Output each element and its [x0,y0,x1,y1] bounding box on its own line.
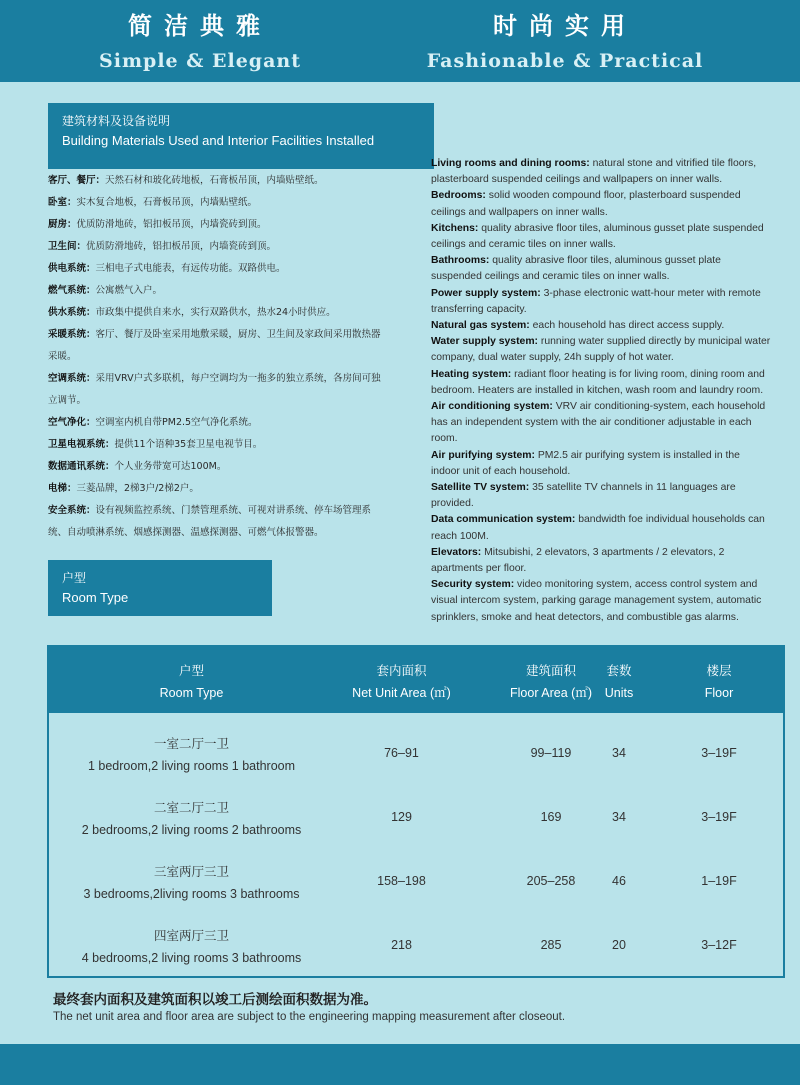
cn-spec-item: 安全系统：设有视频监控系统、门禁管理系统、可视对讲系统、停车场管理系统、自动喷淋系统、烟感探测器、温感探测器、可燃气体报警器。 [48,505,372,538]
table-row [49,853,783,917]
room-type-cell: 二室二厅二卫 2 bedrooms,2 living rooms 2 bathrooms [81,801,302,837]
table-row [49,917,783,981]
net-area-cell: 158–198 [377,874,426,888]
header-right-cn: 时尚实用 [493,11,637,40]
header-left-en: Simple & Elegant [99,50,301,72]
room-type-cell: 四室两厅三卫 4 bedrooms,2 living rooms 3 bathrooms [81,929,302,965]
room-type-table [47,645,785,978]
room-type-heading [48,560,272,616]
en-spec-item: Security system: video monitoring system, access control system and visual intercom system, parking garage management system, automatic sprinklers, smoke and heat detectors, and combustible gas alarms. [431,579,762,623]
floor-cell: 3–19F [701,746,737,760]
units-cell: 34 [612,810,626,824]
materials-heading [48,103,434,169]
cn-spec-item: 供水系统：市政集中提供自来水，实行双路供水，热水24小时供应。 [48,307,336,318]
disclaimer-en: The net unit area and floor area are subject to the engineering mapping measurement after closeout. [53,1011,566,1023]
units-cell: 20 [612,938,626,952]
units-cell: 46 [612,874,626,888]
cn-spec-list [48,170,383,544]
en-spec-item: Data communication system: bandwidth foe individual households can reach 100M. [431,514,765,542]
cn-spec-item: 空气净化：空调室内机自带PM2.5空气净化系统。 [48,417,258,428]
en-spec-item: Kitchens: quality abrasive floor tiles, aluminous gusset plate suspended ceilings and ceramic tiles on inner walls. [431,222,764,251]
header-net-area: 套内面积 Net Unit Area (㎡) [352,664,451,700]
cn-spec-item: 采暖系统：客厅、餐厅及卧室采用地敷采暖，厨房、卫生间及家政间采用散热器采暖。 [48,329,381,362]
net-area-cell: 76–91 [384,746,419,760]
room-type-heading-cn: 户型 [62,571,87,585]
en-spec-item: Water supply system: running water supplied directly by municipal water company, dual water supply, 24h supply of hot water. [431,336,771,364]
en-spec-item: Air purifying system: PM2.5 air purifying system is installed in the indoor unit of each household. [431,449,740,477]
header-right [415,10,715,74]
room-type-cell: 三室两厅三卫 3 bedrooms,2living rooms 3 bathrooms [83,865,300,901]
en-spec-item: Power supply system: 3-phase electronic watt-hour meter with remote transferring capacity. [431,287,761,315]
en-spec-item: Heating system: radiant floor heating is for living room, dining room and bedroom. Heaters are installed in kitchen, wash room and laundry room. [431,368,765,396]
header-banner [0,0,800,82]
table-row [49,789,783,853]
floor-area-cell: 205–258 [526,874,576,888]
cn-spec-item: 数据通讯系统：个人业务带宽可达100M。 [48,461,227,472]
floor-area-cell: 169 [540,810,562,824]
floor-cell: 3–19F [701,810,737,824]
floor-cell: 3–12F [701,938,737,952]
materials-heading-en: Building Materials Used and Interior Facilities Installed [62,133,375,148]
en-spec-item: Air conditioning system: VRV air conditioning-system, each household has an independent system with the air conditioner adjustable in each room. [431,401,766,445]
cn-spec-item: 电梯：三菱品牌，2梯3户/2梯2户。 [48,483,199,494]
floor-area-cell: 285 [540,938,562,952]
cn-spec-item: 卫星电视系统：提供11个语种35套卫星电视节目。 [48,439,263,450]
net-area-cell: 129 [391,810,412,824]
units-cell: 34 [612,746,626,760]
header-left [50,10,350,74]
table-row [49,725,783,789]
materials-heading-cn: 建筑材料及设备说明 [62,114,171,128]
cn-spec-item: 燃气系统：公寓燃气入户。 [48,285,163,296]
disclaimer-cn: 最终套内面积及建筑面积以竣工后测绘面积数据为准。 [53,992,377,1008]
header-units: 套数 Units [604,664,634,700]
cn-spec-item: 空调系统：采用VRV户式多联机，每户空调均为一拖多的独立系统，各房间可独立调节。 [48,373,381,406]
cn-spec-item: 供电系统：三相电子式电能表，有远传功能。双路供电。 [48,263,286,274]
en-spec-item: Living rooms and dining rooms: natural stone and vitrified tile floors, plasterboard suspended ceilings and wallpapers on inner walls. [431,158,757,186]
cn-spec-item: 卫生间：优质防滑地砖，铝扣板吊顶，内墙瓷砖到顶。 [48,241,277,252]
en-spec-item: Bathrooms: quality abrasive floor tiles, aluminous gusset plate suspended ceilings and ceramic tiles on inner walls. [431,255,721,283]
header-floor: 楼层 Floor [704,664,734,700]
header-room-type: 户型 Room Type [159,664,224,700]
en-spec-item: Elevators: Mitsubishi, 2 elevators, 3 apartments / 2 elevators, 2 apartments per floor. [431,546,725,575]
footer-bar [0,1044,800,1085]
en-spec-list [431,156,771,626]
room-type-heading-en: Room Type [62,590,129,605]
header-floor-area: 建筑面积 Floor Area (㎡) [510,664,592,700]
cn-spec-item: 厨房：优质防滑地砖，铝扣板吊顶，内墙瓷砖到顶。 [48,219,267,230]
floor-cell: 1–19F [701,874,737,888]
en-spec-item: Satellite TV system: 35 satellite TV channels in 11 languages are provided. [431,482,736,510]
cn-spec-item: 卧室：实木复合地板，石膏板吊顶，内墙贴壁纸。 [48,197,258,208]
header-right-en: Fashionable & Practical [426,50,704,72]
en-spec-item: Natural gas system: each household has direct access supply. [431,320,725,332]
net-area-cell: 218 [391,938,412,952]
header-left-cn: 简洁典雅 [128,11,272,40]
floor-area-cell: 99–119 [530,746,572,760]
table-header [49,647,783,713]
en-spec-item: Bedrooms: solid wooden compound floor, plasterboard suspended ceilings and wallpapers on inner walls. [431,190,741,218]
room-type-cell: 一室二厅一卫 1 bedroom,2 living rooms 1 bathroom [87,737,296,773]
cn-spec-item: 客厅、餐厅：天然石材和玻化砖地板，石膏板吊顶，内墙贴壁纸。 [48,175,324,186]
